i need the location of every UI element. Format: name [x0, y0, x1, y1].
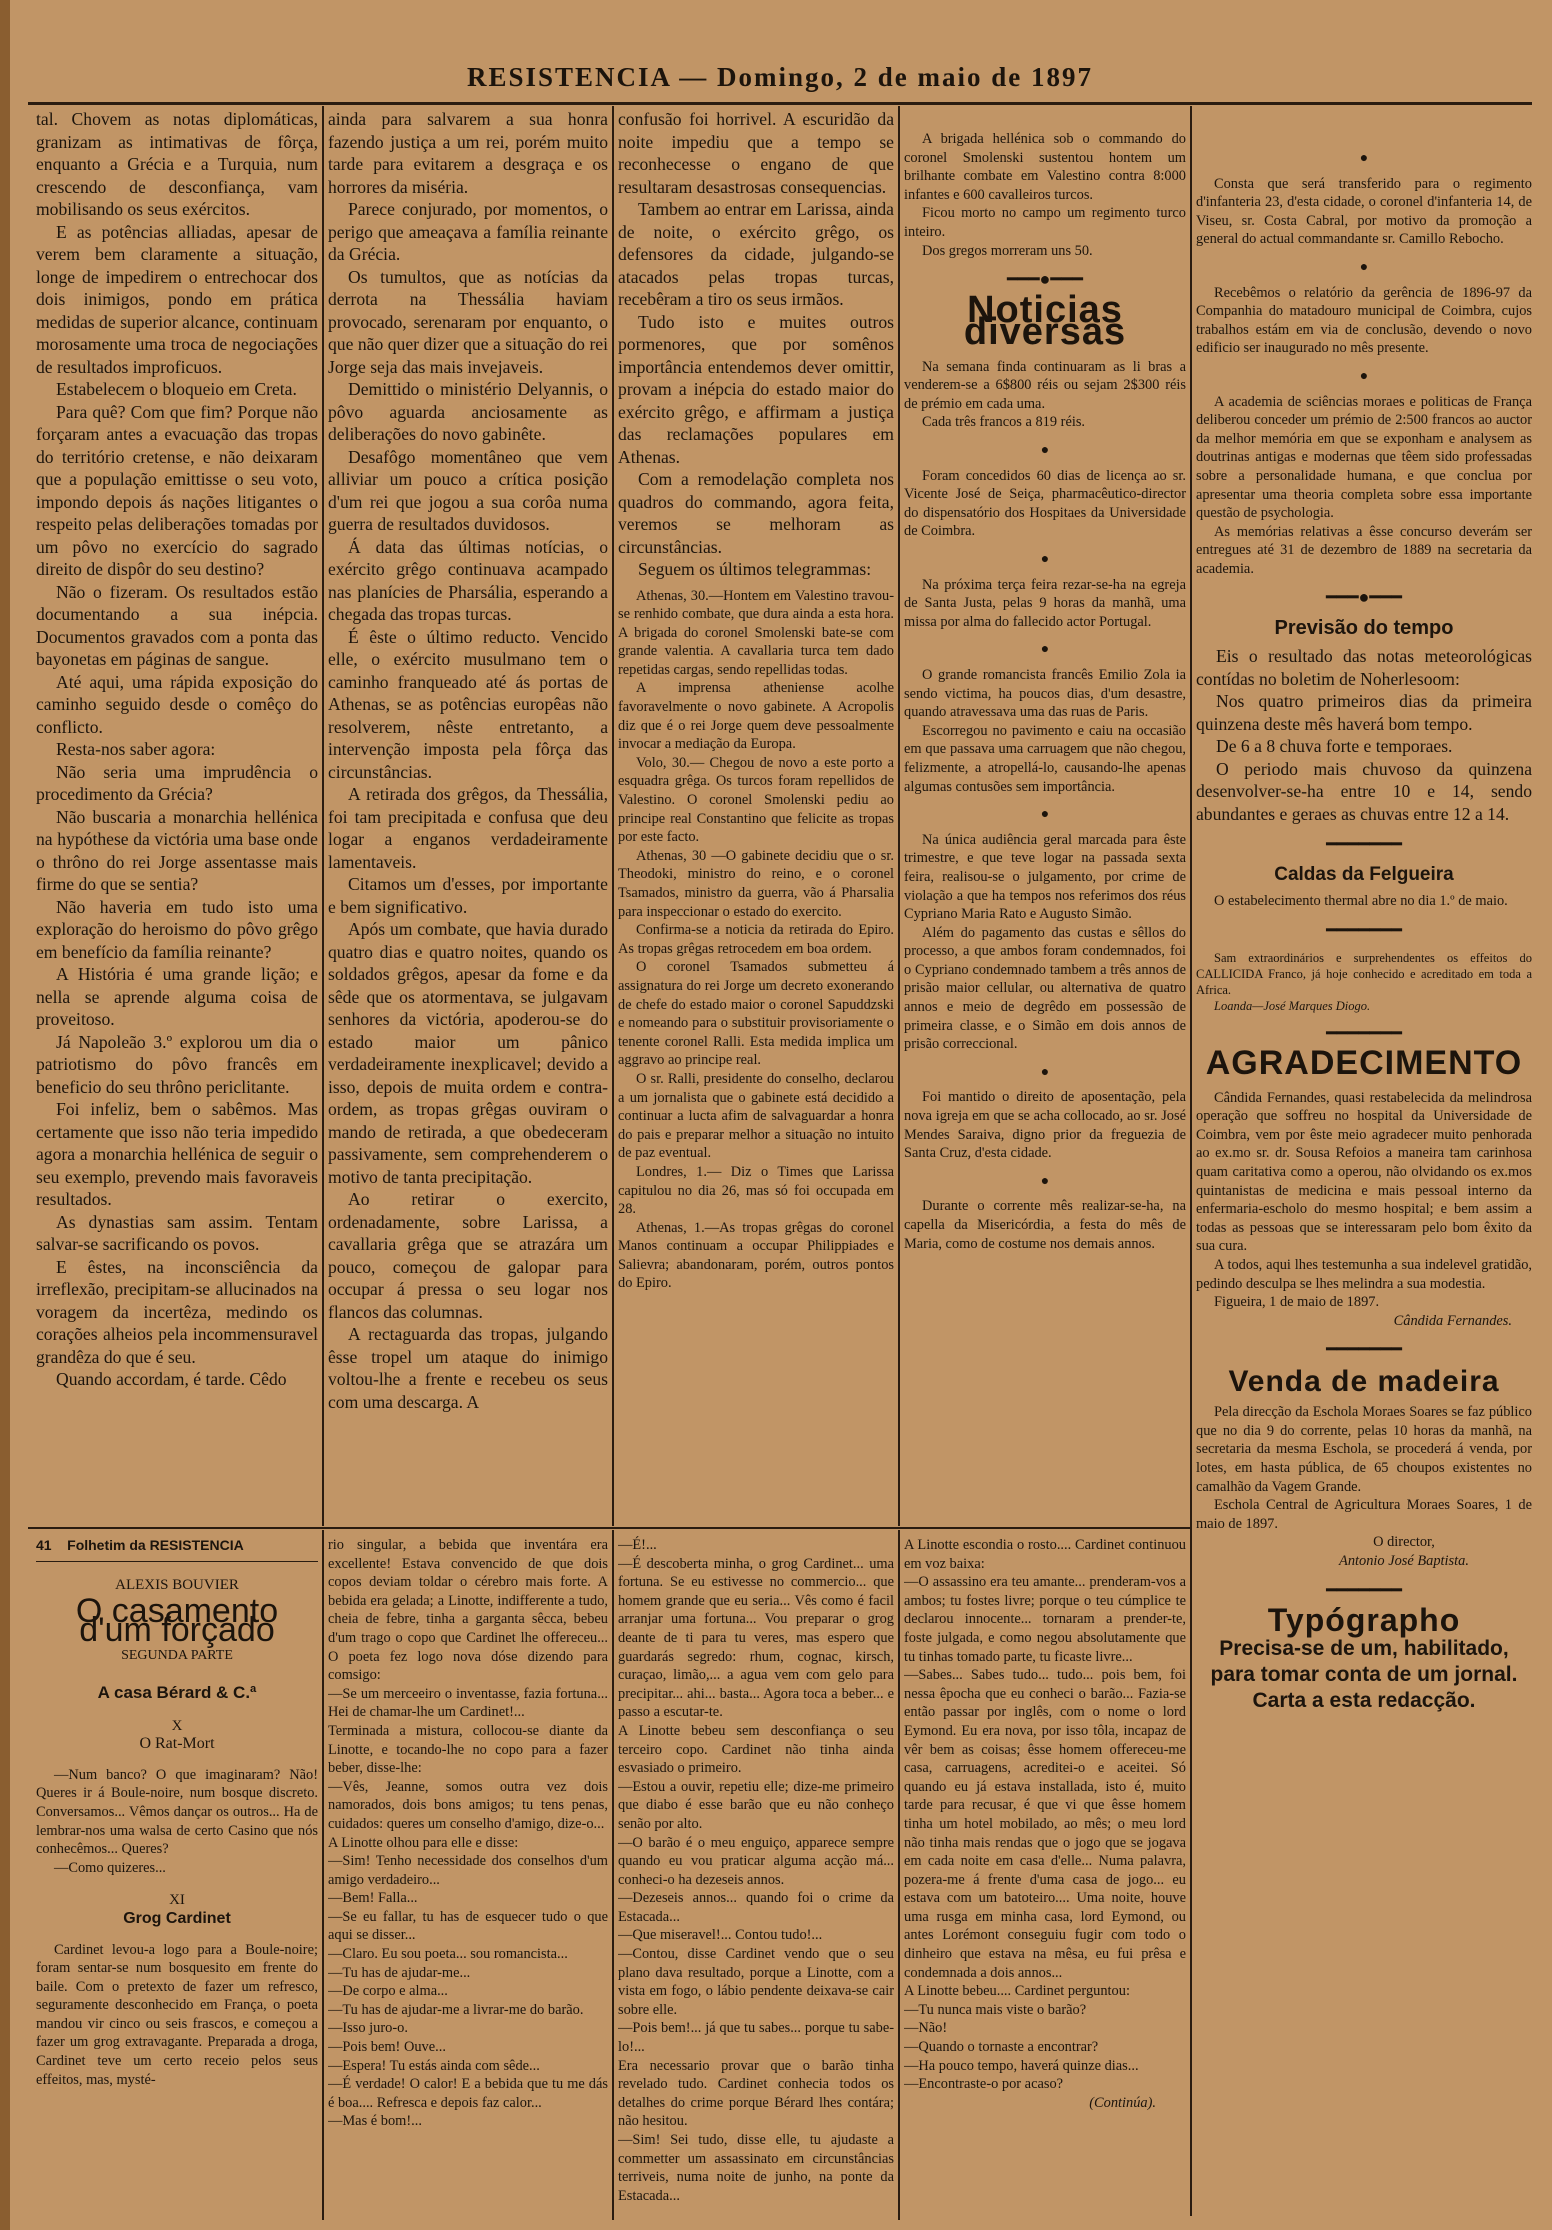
paragraph: De 6 a 8 chuva forte e temporaes.	[1216, 736, 1453, 757]
paragraph: As dynastias sam assim. Tentam salvar-se sacrificando os povos.	[36, 1211, 318, 1254]
paragraph: Dos gregos morreram uns 50.	[922, 242, 1093, 259]
ornament: ━━━━━━━	[1326, 1579, 1402, 1600]
agradecimento-signature: Cândida Fernandes.	[1393, 1312, 1512, 1329]
paragraph: Para quê? Com que fim? Porque não forçaram antes a evacuação das tropas do território cretense, e não deixaram que a população emittisse o seu voto, impondo depois ás nações litigantes o respeito pelas deliberações tomadas por um pôvo no exercício do sagrado direito de dispôr do seu destino?	[36, 401, 318, 579]
folhetim-header: Folhetim da RESISTENCIA	[67, 1537, 244, 1553]
ornament: ━━━━━━━	[1326, 920, 1402, 941]
paragraph: Durante o corrente mês realizar-se-ha, na capella da Misericórdia, a festa do mês de Maria, como de costume nos demais annos.	[904, 1198, 1186, 1252]
folhetim-subtitle: A casa Bérard & C.ª	[97, 1682, 257, 1702]
paragraph: Pela direcção da Eschola Moraes Soares se faz público que no dia 9 do corrente, pelas 10 horas da manhã, na secretaria da mesma Eschola, se procederá á venda, por lotes, em hasta pública, de 65 choupos existentes no camalhão da Vagem Grande.	[1196, 1404, 1532, 1495]
column-rule	[612, 1530, 614, 2220]
paragraph: Ao retirar o exercito, ordenadamente, sobre Larissa, a cavallaria grêga que se atrazára um pouco, começou de galopar para occupar á pressa o seu logar nos flancos das columnas.	[328, 1189, 608, 1322]
paragraph: Com a remodelação completa nos quadros do commando, agora feita, veremos se melhoram as circunstâncias.	[618, 469, 894, 557]
paragraph: É êste o último reducto. Vencido elle, o exército musulmano tem o caminho franqueado até ás portas de Athenas, se as potências europêas não resolverem, nêste entretanto, a intervenção imposta pela fôrça das circunstâncias.	[328, 626, 608, 782]
paragraph: Tudo isto e muites outros pormenores, que por somênos importância entendemos dever omittir, provam a inépcia do estado maior do exército grêgo, e affirmam a justiça das reclamações populares em Athenas.	[618, 311, 894, 467]
paragraph: Eschola Central de Agricultura Moraes Soares, 1 de maio de 1897.	[1196, 1497, 1532, 1532]
masthead-rule	[28, 102, 1532, 105]
previsao-heading: Previsão do tempo	[1274, 616, 1454, 639]
paragraph: Não seria uma imprudência o procedimento da Grécia?	[36, 761, 318, 804]
column-rule	[322, 1530, 324, 2220]
paragraph: O coronel Tsamados submetteu á assignatura do rei Jorge um decreto exonerando de chefe do estado maior o coronel Sapuddzski e nomeando para o substituir provisoriamente o tenente coronel Ralli. Esta medida implica um aggravo ao principe real.	[618, 959, 894, 1069]
bullet-separator: ●	[1040, 1173, 1050, 1189]
paragraph: Quando accordam, é tarde. Cêdo	[56, 1369, 287, 1389]
paragraph: Foram concedidos 60 dias de licença ao sr. Vicente José de Seiça, pharmacêutico-director do dispensatório dos Hospitaes da Universidade de Coimbra.	[904, 467, 1186, 540]
folhetim-number: 41	[36, 1537, 52, 1553]
folhetim-column-4-text: A Linotte escondia o rosto.... Cardinet continuou em voz baixa: —O assassino era teu amante... prenderam-vos a ambos; tu fostes livre; porque o teu cúmplice te declarou innocente... tornaram a prender-te, foste julgada, e como negou absolutamente que tu tinhas tomado parte, tu ficaste livre... —Sabes... Sabes tudo... tudo... pois bem, foi nessa êpocha que eu conheci o barão... Fazia-se então passar por inglês, com o nome o lord Eymond. Eu era nova, por isso tôla, incapaz de vêr bem as coisas; êsse homem offereceu-me casa, carruagens, acreditei-o e aceitei. Só quando eu já estava installada, isto é, muito tarde para recusar, é que vi que êsse homem tinha um hotel mobilado, ao mês; o meu lord não tinha mais rendas que o jogo que se jogava em cada noite em casa d'elle... Numa palavra, pozera-me á frente d'uma casa de jogo... eu estava com um batoteiro.... Uma noite, houve uma rusga em minha casa, lord Eymond, ou antes Lorémont conseguiu fugir com todo o dinheiro que estava na mêsa, eu fui prêsa e condemnada a dois annos... A Linotte bebeu.... Cardinet perguntou: —Tu nunca mais viste o barão? —Não! —Quando o tornaste a encontrar? —Ha pouco tempo, haverá quinze dias... —Encontraste-o por acaso?	[904, 1537, 1186, 2093]
paragraph: Demittido o ministério Delyannis, o pôvo aguarda anciosamente as deliberações do novo gabinête.	[328, 379, 608, 444]
paragraph: confusão foi horrivel. A escuridão da noite impediu que a tempo se reconhecesse o engano de que resultaram desastrosas consequencias.	[618, 109, 894, 197]
paragraph: Figueira, 1 de maio de 1897.	[1214, 1294, 1380, 1311]
paragraph: Resta-nos saber agora:	[56, 739, 216, 759]
bullet-separator: ●	[1040, 552, 1050, 567]
paragraph: Consta que será transferido para o regimento d'infanteria 23, d'esta cidade, o coronel d'infanteria 14, de Viseu, sr. Costa Cabral, por motivo da promoção a general do actual commandante sr. Camillo Rebocho.	[1196, 175, 1532, 248]
paragraph: Na única audiência geral marcada para êste trimestre, e que teve logar na passada sexta feira, realisou-se o julgamento, por crime de violação a que ha tempos nos referimos dos réus Cypriano Maria Rato e Augusto Simão.	[904, 831, 1186, 923]
chapter-11-title: Grog Cardinet	[123, 1909, 231, 1927]
paragraph: Recebêmos o relatório da gerência de 1896-97 da Companhia do matadouro municipal de Coimbra, cujos trabalhos estám em via de conclusão, devendo o novo edificio ser inaugurado no mês presente.	[1196, 284, 1532, 357]
ornament: ━━━━━━━	[1326, 1022, 1402, 1043]
paragraph: Na próxima terça feira rezar-se-ha na egreja de Santa Justa, pelas 9 horas da manhã, uma missa por alma do fallecido actor Portugal.	[904, 576, 1186, 630]
chapter-10-number: X	[171, 1717, 183, 1734]
column-rule	[898, 106, 900, 1526]
venda-director: O director,	[1373, 1534, 1435, 1551]
paragraph: Tambem ao entrar em Larissa, ainda de noite, o exército grêgo, os defensores da cidade, julgando-se atacados pelas tropas turcas, recebêram a tiro os seus irmãos.	[618, 199, 894, 309]
chapter-10-text: —Num banco? O que imaginaram? Não! Queres ir á Boule-noire, num bosque discreto. Conversamos... Vêmos dançar os outros... Ha de lembrar-nos uma walsa de certo Casino que nós conhecêmos... Queres?	[36, 1766, 318, 1858]
bullet-separator: ●	[1040, 1064, 1050, 1080]
chapter-11-text: Cardinet levou-a logo para a Boule-noire; foram sentar-se num bosquesito em frente do baile. Com o pretexto de fazer um refresco, seguramente desconhecido em França, o poeta mandou vir cinco ou seis frascos, e começou a fazer um grog extravagante. Preparada a droga, Cardinet teve um certo receio pelos seus effeitos, mas, mysté-	[36, 1941, 318, 2088]
paragraph: Ficou morto no campo um regimento turco inteiro.	[904, 205, 1186, 240]
typographo-text-2: Carta a esta redacção.	[1252, 1688, 1476, 1712]
paragraph: Athenas, 30.—Hontem em Valestino travou-se renhido combate, que dura ainda a esta hora. A brigada do coronel Smolenski bate-se com grande valentia. A cavallaria turca tem dado repetidas cargas, sendo repellidas todas.	[618, 587, 894, 678]
paragraph: A imprensa atheniense acolhe favoravelmente o novo gabinete. A Acropolis diz que é o rei Jorge quem deve pessoalmente invocar a mediação da Europa.	[618, 680, 894, 753]
paragraph: E êstes, na inconsciência da irreflexão, precipitam-se allucinados na voragem da incertêza, medindo os corações alheios pela incommensuravel grandêza do que é seu.	[36, 1256, 318, 1367]
ornament: ━━━●━━━	[1007, 269, 1083, 290]
bullet-separator: ●	[1359, 368, 1369, 384]
callicida-signature: Loanda—José Marques Diogo.	[1214, 998, 1371, 1013]
column-rule	[898, 1530, 900, 2220]
paragraph: Após um combate, que havia durado quatro dias e quatro noites, quando os soldados grêgos, apesar da fome e da sêde que os atormentava, se julgavam senhores da victória, apoderou-se do estado maior um pânico verdadeiramente inexplicavel; devido a isso, depois de muita ordem e contra-ordem, as tropas grêgas ouviram o mando de retirada, a que obedeceram passivamente, sem comprehenderem o motivo de tanta precipitação.	[328, 919, 608, 1187]
chapter-11-number: XI	[169, 1892, 185, 1909]
article-column-3	[618, 108, 894, 1520]
folhetim-column-4	[904, 1536, 1186, 2216]
paragraph: Na semana finda continuaram as li bras a venderem-se a 6$800 réis ou sejam 2$300 réis de prémio em cada uma.	[904, 358, 1186, 412]
venda-heading: Venda de madeira	[1228, 1364, 1500, 1398]
callicida-text: Sam extraordinários e surprehendentes os effeitos do CALLICIDA Franco, já hoje conhecido e acreditado em toda a Africa.	[1196, 950, 1532, 997]
paragraph: Foi infeliz, bem o sabêmos. Mas certamente que isso não teria impedido agora a monarchia hellénica de seguir o seu exemplo, prevendo mais favoraveis resultados.	[36, 1099, 318, 1209]
folhetim-title: O casamento d'um forçado	[75, 1592, 279, 1649]
typographo-text: Precisa-se de um, habilitado, para tomar conta de um jornal.	[1210, 1636, 1518, 1686]
paragraph: Estabelecem o bloqueio em Creta.	[56, 379, 297, 399]
bullet-separator: ●	[1359, 259, 1369, 275]
paragraph: Nos quatro primeiros dias da primeira quinzena deste mês haverá bom tempo.	[1196, 691, 1532, 734]
paragraph: Parece conjurado, por momentos, o perigo que ameaçava a família reinante da Grécia.	[328, 199, 608, 264]
paragraph: As memórias relativas a êsse concurso deverám ser entregues até 31 de dezembro de 1889 na secretaria da academia.	[1196, 523, 1532, 577]
paragraph: Não buscaria a monarchia hellénica na hypóthese da victória uma base onde o thrôno do rei Jorge assentasse mais firme do que se sentia?	[36, 806, 318, 894]
paragraph: Não haveria em tudo isto uma exploração do heroismo do pôvo grêgo em benefício da família reinante?	[36, 896, 318, 962]
masthead: RESISTENCIA — Domingo, 2 de maio de 1897	[466, 62, 1094, 92]
paragraph: Athenas, 30 —O gabinete decidiu que o sr. Theodoki, ministro do reino, e o coronel Tsamados, ministro da guerra, vão á Pharsalia para inspeccionar o estado do exercito.	[618, 847, 894, 920]
paragraph: Cândida Fernandes, quasi restabelecida da melindrosa operação que soffreu no hospital da Universidade de Coimbra, vem por êste meio agradecer muito penhorada ao ex.mo sr. dr. Sousa Refoios a maneira tam carinhosa quam caritativa como a operou, não olvidando os ex.mos quintanistas de medicina e mais pessoal interno da enfermaria-escholo do mesmo hospital; e bem assim a todas as pessoas que se interessaram pelo bom êxito da sua cura.	[1196, 1089, 1532, 1255]
paragraph: Á data das últimas notícias, o exército grêgo continuava acampado nas planícies de Pharsália, esperando a chegada das tropas turcas.	[328, 536, 608, 624]
paragraph: A rectaguarda das tropas, julgando êsse tropel um ataque do inimigo voltou-lhe a frente e recebeu os seus com uma descarga. A	[328, 1324, 608, 1412]
paragraph: Além do pagamento das custas e sêllos do processo, a que ambos foram condemnados, foi o Cypriano condemnado tambem a três annos de prisão maior cellular, ou alternativa de quatro annos e meio de degrêdo em possessão de primeira classe, e o Simão em dois annos de prisão correccional.	[904, 924, 1186, 1053]
paragraph: Já Napoleão 3.º explorou um dia o patriotismo do pôvo francês em beneficio do seu thrôno periclitante.	[36, 1031, 318, 1097]
paragraph: Eis o resultado das notas meteorológicas contídas no boletim de Noherlesoom:	[1196, 646, 1532, 689]
venda-signature: Antonio José Baptista.	[1339, 1553, 1469, 1570]
paragraph: O periodo mais chuvoso da quinzena desenvolver-se-ha entre 10 e 14, sendo abundantes e geraes as chuvas entre 12 a 14.	[1196, 758, 1532, 824]
folhetim-rule	[28, 1527, 1190, 1529]
ornament: ━━━━━━━	[1326, 1339, 1402, 1360]
paragraph: Volo, 30.— Chegou de novo a este porto a esquadra grêga. Os turcos foram repellidos de Valestino. O coronel Smolenski pediu ao principe real Constantino que felicite as tropas por este facto.	[618, 754, 894, 846]
paragraph: ainda para salvarem a sua honra fazendo justiça a um rei, porém muito tarde para evitarem a desgraça e os horrores da miséria.	[328, 109, 608, 197]
typographo-heading: Typógrapho	[1267, 1602, 1461, 1639]
paragraph: O sr. Ralli, presidente do conselho, declarou a um jornalista que o gabinete está decidido a continuar a lucta afim de salvaguardar a honra do pais e preparar melhor a situação no intuito de paz eventual.	[618, 1070, 894, 1162]
paragraph: Londres, 1.— Diz o Times que Larissa capitulou no dia 26, mas só foi occupada em 28.	[618, 1163, 894, 1218]
article-column-4	[904, 130, 1186, 1520]
noticias-heading: Noticias diversas	[963, 288, 1127, 354]
ornament: ━━━━━━━	[1326, 834, 1402, 855]
paragraph: Confirma-se a noticia da retirada do Epiro. As tropas grêgas retrocedem em boa ordem.	[618, 922, 894, 957]
chapter-10-text-2: —Como quizeres...	[54, 1859, 166, 1876]
caldas-text: O estabelecimento thermal abre no dia 1.º de maio.	[1214, 893, 1508, 910]
paragraph: E as potências alliadas, apesar de verem bem claramente a situação, longe de impedirem o entrechocar dos dois inimigos, pondo em prática medidas de superior alcance, continuam morosamente uma troca de negociações de resultados improficuos.	[36, 221, 318, 377]
folhetim-column-3: —É!... —É descoberta minha, o grog Cardinet... uma fortuna. Se eu estivesse no commercio... que homem grande que eu seria... Vês como é facil arranjar uma fortuna... Vou preparar o grog deante de ti para tu veres, mas espero que guardarás segredo: rhum, cognac, kirsch, curaçao, limão,... a agua vem com gelo para precipitar... ahi... basta... Agora toca a beber... e passo a escutar-te. A Linotte bebeu sem desconfiança o seu terceiro copo. Cardinet não tinha ainda esvasiado o primeiro. —Estou a ouvir, repetiu elle; dize-me primeiro que diabo é esse barão que eu não conheço senão por alto. —O barão é o meu enguiço, apparece sempre quando eu vou praticar alguma acção má... conheci-o ha dezeseis annos. —Dezeseis annos... quando foi o crime da Estacada... —Que miseravel!... Contou tudo!... —Contou, disse Cardinet vendo que o seu plano dava resultado, porque a Linotte, com a vista em fogo, o lábio pendente deixava-se cair sobre elle. —Pois bem!... já que tu sabes... porque tu sabe-lo!... Era necessario provar que o barão tinha revelado tudo. Cardinet conhecia todos os detalhes do crime porque Bérard lhes contára; não hesitou. —Sim! Sei tudo, disse elle, tu ajudaste a commetter um assassinato em circunstâncias terriveis, numa noite de junho, na ponte da Estacada...	[618, 1537, 894, 2204]
paragraph: Seguem os últimos telegrammas:	[638, 559, 872, 579]
paragraph: Escorregou no pavimento e caiu na occasião em que passava uma carruagem que não chegou, felizmente, a atropellá-lo, causando-lhe apenas algumas contusões sem importância.	[904, 722, 1186, 795]
bullet-separator: ●	[1040, 807, 1050, 823]
paragraph: Citamos um d'esses, por importante e bem significativo.	[328, 874, 608, 917]
agradecimento-heading: AGRADECIMENTO	[1205, 1044, 1523, 1083]
paragraph: A academia de sciências moraes e politicas de França deliberou conceder um prémio de 2:500 francos ao auctor da melhor memória em que se exponham e analysem as doutrinas antigas e modernas que têem sido professadas sobre a personalidade humana, e que conclua por apresentar uma theoria completa sobre essa importante questão de psychologia.	[1196, 393, 1532, 522]
folhetim-author: ALEXIS BOUVIER	[115, 1576, 239, 1593]
article-column-5	[1196, 140, 1532, 2220]
bullet-separator: ●	[1359, 151, 1369, 166]
paragraph: A todos, aqui lhes testemunha a sua indelevel gratidão, pedindo desculpa se lhes melindra a sua modestia.	[1196, 1256, 1532, 1292]
paragraph: Athenas, 1.—As tropas grêgas do coronel Manos continuam a occupar Philippiades e Salievra; abandonaram, porém, outros pontos do Epiro.	[618, 1219, 894, 1292]
column-rule	[1190, 106, 1192, 2216]
paragraph: Foi mantido o direito de aposentação, pela nova igreja em que se acha collocado, ao sr. José Mendes Saraiva, digno prior da freguezia de Santa Cruz, d'esta cidade.	[904, 1089, 1186, 1162]
bullet-separator: ●	[1040, 642, 1050, 658]
paragraph: A retirada dos grêgos, da Thessália, foi tam precipitada e confusa que deu logar a enganos verdadeiramente lamentaveis.	[328, 784, 608, 872]
paragraph: Até aqui, uma rápida exposição do caminho seguido desde o comêço do conflicto.	[36, 671, 318, 737]
paragraph: Não o fizeram. Os resultados estão documentando a sua inépcia. Documentos gravados com a ponta das bayonetas em páginas de sangue.	[36, 581, 318, 669]
folhetim-column-1	[36, 1536, 318, 2216]
caldas-heading: Caldas da Felgueira	[1274, 863, 1454, 885]
article-column-1	[36, 108, 318, 1520]
paragraph: Os tumultos, que as notícias da derrota na Thessália haviam provocado, serenaram por enquanto, o que não quer dizer que a situação do rei Jorge seja das mais invejaveis.	[328, 266, 608, 377]
folhetim-column-2: rio singular, a bebida que inventára era excellente! Estava convencido de que dois copos deviam toldar o cérebro mais forte. A bebida era gelada; a Linotte, indifferente a tudo, cheia de febre, tinha a garganta sêcca, bebeu d'um trago o copo que Cardinet lhe offereceu... O poeta fez logo nova dóse dizendo para comsigo: —Se um merceeiro o inventasse, fazia fortuna... Hei de chamar-lhe um Cardinet!... Terminada a mistura, collocou-se diante da Linotte, e tocando-lhe no copo para a fazer beber, disse-lhe: —Vês, Jeanne, somos outra vez dois namorados, dois bons amigos; tu tens penas, cuidados: queres um conselho d'amigo, dize-o... A Linotte olhou para elle e disse: —Sim! Tenho necessidade dos conselhos d'um amigo verdadeiro... —Bem! Falla... —Se eu fallar, tu has de esquecer tudo o que aqui se disser... —Claro. Eu sou poeta... sou romancista... —Tu has de ajudar-me... —De corpo e alma... —Tu has de ajudar-me a livrar-me do barão. —Isso juro-o. —Pois bem! Ouve... —Espera! Tu estás ainda com sêde... —É verdade! O calor! E a bebida que tu me dás é boa.... Refresca e depois faz calor... —Mas é bom!...	[328, 1537, 608, 2130]
article-column-2	[328, 108, 608, 1520]
column-rule	[322, 106, 324, 1526]
paragraph: A brigada hellénica sob o commando do coronel Smolenski sustentou hontem um brilhante combate em Valestino contra 8:000 infantes e 600 cavalleiros turcos.	[904, 131, 1186, 203]
paragraph: O grande romancista francês Emilio Zola ia sendo victima, ha poucos dias, d'um desastre, quando atravessava uma das ruas de Paris.	[904, 666, 1186, 721]
paragraph: tal. Chovem as notas diplomáticas, granizam as intimativas de fôrça, enquanto a Grécia e a Turquia, num crescendo de desconfiança, vam mobilisando os seus exércitos.	[36, 109, 318, 219]
paragraph: Cada três francos a 819 réis.	[922, 414, 1086, 431]
paragraph: Desafôgo momentâneo que vem alliviar um pouco a crítica posição d'um rei que jogou a sua corôa numa guerra de resultados duvidosos.	[328, 446, 608, 534]
bullet-separator: ●	[1040, 443, 1050, 459]
page-edge	[0, 0, 10, 2230]
ornament: ━━━●━━━	[1326, 587, 1402, 608]
folhetim-part: SEGUNDA PARTE	[121, 1648, 233, 1664]
column-rule	[612, 106, 614, 1526]
paragraph: A História é uma grande lição; e nella se aprende alguma coisa de proveitoso.	[36, 964, 318, 1029]
continua: (Continúa).	[1089, 2094, 1156, 2111]
chapter-10-title: O Rat-Mort	[139, 1735, 215, 1753]
